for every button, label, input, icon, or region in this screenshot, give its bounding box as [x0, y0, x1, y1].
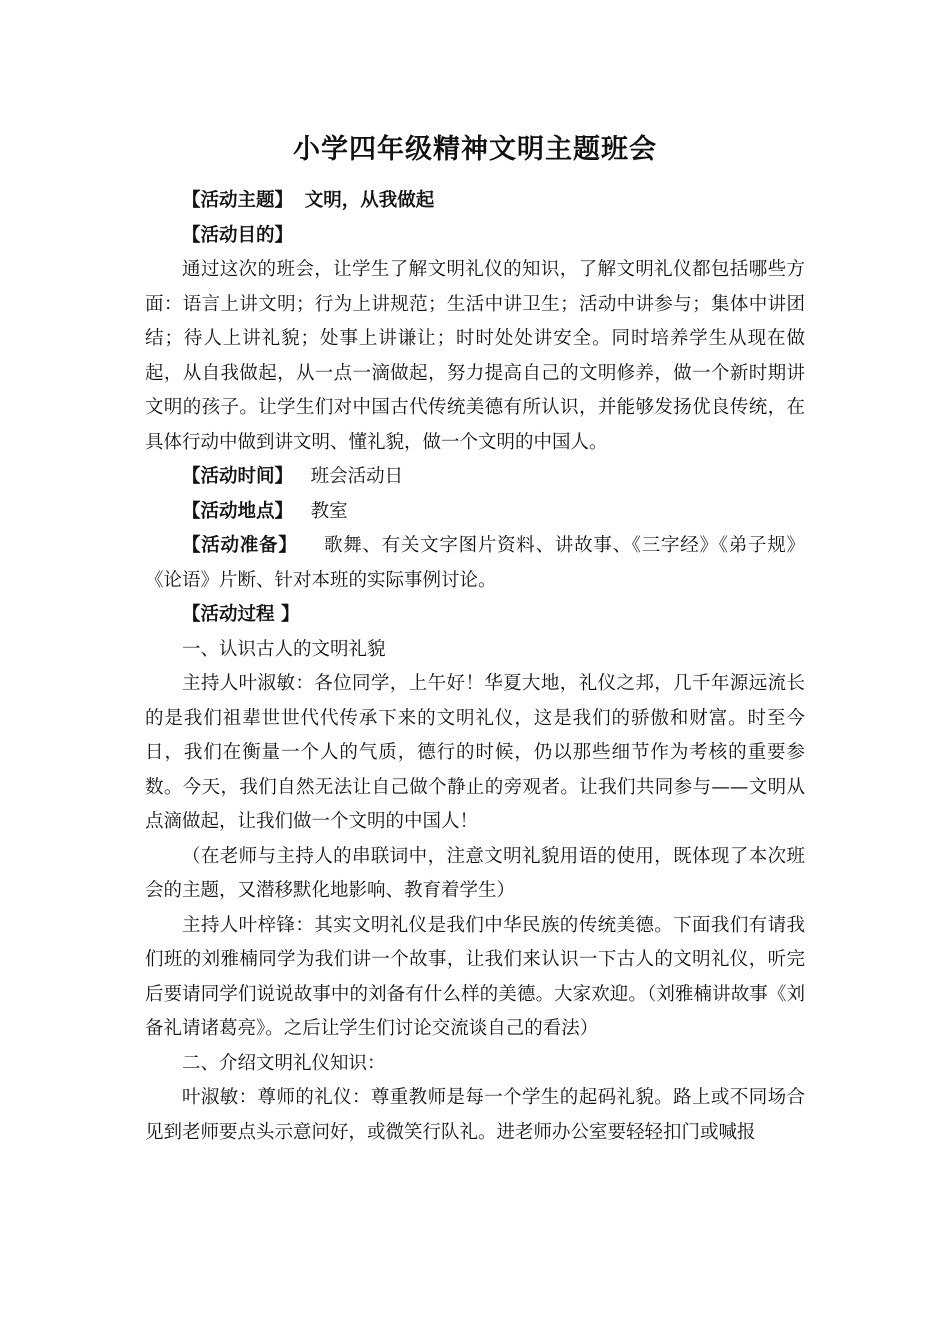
time-line [145, 460, 805, 495]
section1-heading: 一、认识古人的文明礼貌 [182, 638, 386, 660]
prep-value: 歌舞、有关文字图片资料、讲故事、《三字经》《弟子规》《论语》片断、针对本班的实际事例讨论。 [145, 535, 805, 591]
process-heading [145, 598, 805, 633]
place-label: 【活动地点】 [182, 500, 294, 522]
section2-heading: 二、介绍文明礼仪知识： [182, 1052, 386, 1074]
theme-value: 文明，从我做起 [304, 190, 435, 211]
document-title: 小学四年级精神文明主题班会 [293, 134, 657, 165]
prep-label: 【活动准备】 [182, 535, 298, 556]
purpose-label: 【活动目的】 [182, 224, 294, 246]
theme-label: 【活动主题】 [182, 190, 294, 211]
document-body [145, 184, 805, 1150]
place-value: 教室 [310, 500, 348, 522]
host1-paragraph: 主持人叶淑敏：各位同学，上午好！华夏大地，礼仪之邦，几千年源远流长的是我们祖辈世世代代传承下来的文明礼仪，这是我们的骄傲和财富。时至今日，我们在衡量一个人的气质，德行的时候，仍以那些细节作为考核的重要参数。今天，我们自然无法让自己做个静止的旁观者。让我们共同参与——文明从点滴做起，让我们做一个文明的中国人！ [145, 673, 805, 832]
purpose-heading [145, 219, 805, 254]
respect-paragraph: 叶淑敏：尊师的礼仪：尊重教师是每一个学生的起码礼貌。路上或不同场合见到老师要点头示意问好，或微笑行队礼。进老师办公室要轻轻扣门或喊报 [145, 1087, 805, 1143]
time-value: 班会活动日 [310, 466, 404, 487]
host2-paragraph: 主持人叶梓锋：其实文明礼仪是我们中华民族的传统美德。下面我们有请我们班的刘雅楠同学为我们讲一个故事，让我们来认识一下古人的文明礼仪，听完后要请同学们说说故事中的刘备有什么样的美德。大家欢迎。（刘雅楠讲故事《刘备礼请诸葛亮》。之后让学生们讨论交流谈自己的看法） [145, 914, 805, 1039]
place-line [145, 495, 805, 530]
purpose-paragraph: 通过这次的班会，让学生了解文明礼仪的知识，了解文明礼仪都包括哪些方面：语言上讲文明；行为上讲规范；生活中讲卫生；活动中讲参与；集体中讲团结；待人上讲礼貌；处事上讲谦让；时时处处讲安全。同时培养学生从现在做起，从自我做起，从一点一滴做起，努力提高自己的文明修养，做一个新时期讲文明的孩子。让学生们对中国古代传统美德有所认识，并能够发扬优良传统，在具体行动中做到讲文明、懂礼貌，做一个文明的中国人。 [145, 259, 805, 453]
note-paragraph: （在老师与主持人的串联词中，注意文明礼貌用语的使用，既体现了本次班会的主题，又潜移默化地影响、教育着学生） [145, 845, 805, 901]
process-label: 【活动过程 】 [182, 604, 300, 625]
theme-line [145, 184, 805, 219]
prep-line [145, 529, 805, 598]
time-label: 【活动时间】 [182, 466, 294, 487]
